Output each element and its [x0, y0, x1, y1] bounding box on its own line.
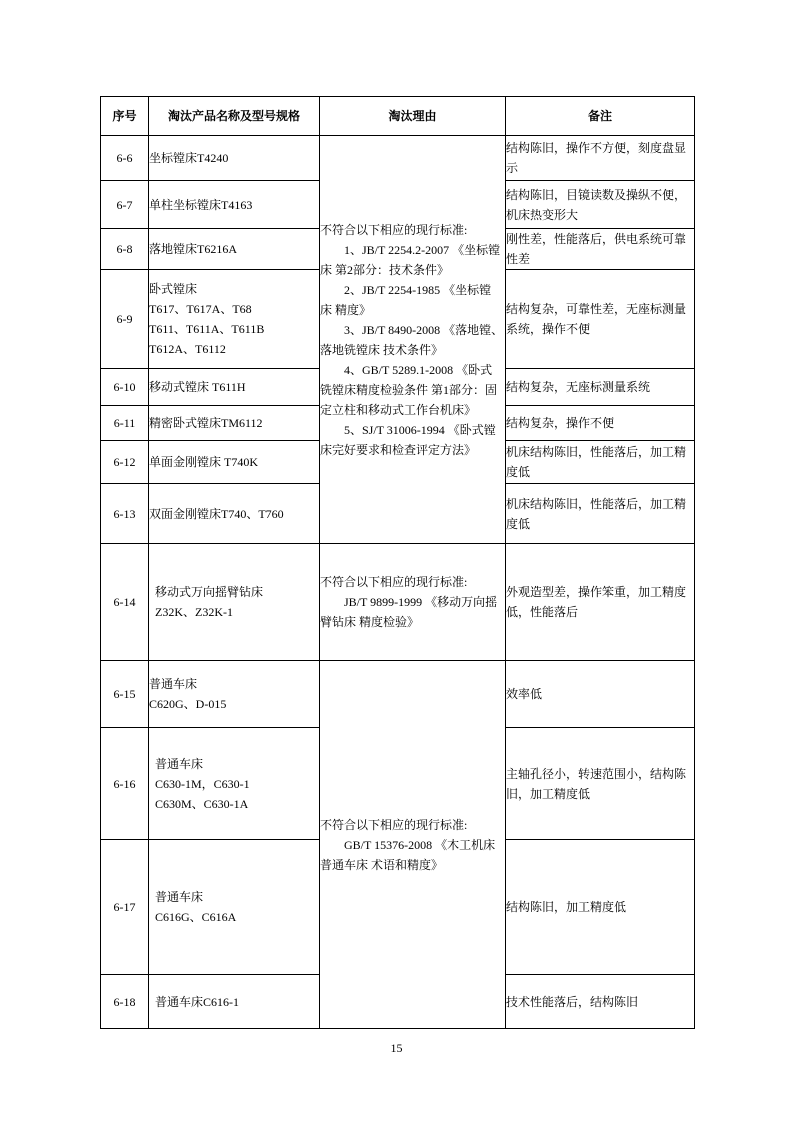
- remark-text: 结构陈旧，加工精度低: [506, 840, 695, 975]
- product-name-line: 普通车床: [155, 890, 204, 904]
- reason-group-boring: [320, 136, 506, 544]
- row-number: 6-9: [101, 270, 149, 369]
- product-name-line: Z32K、Z32K-1: [155, 605, 233, 619]
- product-name-line: 卧式镗床: [149, 282, 198, 296]
- reason-line: 不符合以下相应的现行标准:: [320, 575, 468, 589]
- product-name-line: C630M、C630-1A: [155, 796, 249, 811]
- reason-line: 不符合以下相应的现行标准:: [320, 817, 468, 832]
- table-row: [101, 544, 695, 661]
- product-name: [149, 544, 320, 661]
- row-number: 6-14: [101, 544, 149, 661]
- remark-text: 机床结构陈旧，性能落后，加工精度低: [506, 441, 695, 484]
- header-product-name: 淘汰产品名称及型号规格: [149, 97, 320, 136]
- row-number: 6-17: [101, 840, 149, 975]
- product-name: [149, 661, 320, 728]
- reason-line: 臂钻床 精度检验》: [320, 615, 420, 629]
- product-name-line: 普通车床C616-1: [155, 994, 240, 1009]
- reason-line: 定立柱和移动式工作台机床》: [320, 402, 477, 417]
- product-name: [149, 484, 320, 544]
- page-number: 15: [390, 1041, 403, 1055]
- reason-line: 落地铣镗床 技术条件》: [320, 342, 444, 357]
- row-number: 6-15: [101, 661, 149, 728]
- product-name-line: 坐标镗床T4240: [149, 151, 229, 165]
- remark-text: 机床结构陈旧，性能落后，加工精度低: [506, 484, 695, 544]
- row-number: 6-13: [101, 484, 149, 544]
- row-number: 6-11: [101, 406, 149, 441]
- product-name-line: 精密卧式镗床TM6112: [149, 416, 263, 430]
- row-number: 6-8: [101, 229, 149, 270]
- remark-text: 技术性能落后，结构陈旧: [506, 975, 695, 1029]
- product-name-line: C630-1M，C630-1: [155, 776, 250, 791]
- product-name-line: C616G、C616A: [155, 910, 237, 924]
- reason-line: 5、SJ/T 31006-1994 《卧式镗: [344, 422, 496, 437]
- header-remarks: 备注: [506, 97, 695, 136]
- remark-text: 结构复杂，操作不便: [506, 406, 695, 441]
- reason-line: 4、GB/T 5289.1-2008 《卧式: [344, 362, 493, 377]
- row-number: 6-18: [101, 975, 149, 1029]
- product-name-line: 单柱坐标镗床T4163: [149, 197, 253, 212]
- reason-group-drill: [320, 544, 506, 661]
- elimination-table: [100, 96, 695, 1029]
- product-name-line: 普通车床: [149, 677, 198, 691]
- remark-text: 结构陈旧，操作不方便，刻度盘显示: [506, 136, 695, 181]
- product-name: [149, 975, 320, 1029]
- product-name-line: T611、T611A、T611B: [149, 322, 265, 336]
- reason-line: 床 第2部分：技术条件》: [320, 262, 450, 277]
- product-name-line: 单面金刚镗床 T740K: [149, 455, 258, 469]
- reason-line: 普通车床 术语和精度》: [320, 857, 444, 872]
- product-name-line: 普通车床: [155, 756, 204, 771]
- reason-line: 2、JB/T 2254-1985 《坐标镗: [344, 282, 492, 297]
- product-name: [149, 270, 320, 369]
- reason-line: JB/T 9899-1999 《移动万向摇: [344, 595, 498, 609]
- remark-text: 结构陈旧，目镜读数及操纵不便，机床热变形大: [506, 181, 695, 229]
- row-number: 6-6: [101, 136, 149, 181]
- remark-text: 刚性差，性能落后，供电系统可靠性差: [506, 229, 695, 270]
- reason-line: 3、JB/T 8490-2008 《落地镗、: [344, 322, 504, 337]
- reason-line: 铣镗床精度检验条件 第1部分：固: [320, 382, 498, 397]
- remark-text: 结构复杂，可靠性差，无座标测量系统，操作不便: [506, 270, 695, 369]
- remark-text: 结构复杂，无座标测量系统: [506, 369, 695, 406]
- product-name: [149, 406, 320, 441]
- product-name-line: 双面金刚镗床T740、T760: [149, 506, 284, 521]
- product-name: [149, 728, 320, 840]
- product-name-line: 落地镗床T6216A: [149, 242, 237, 256]
- product-name-line: 移动式镗床 T611H: [149, 380, 246, 394]
- remark-text: 主轴孔径小，转速范围小，结构陈旧，加工精度低: [506, 728, 695, 840]
- product-name: [149, 181, 320, 229]
- row-number: 6-10: [101, 369, 149, 406]
- reason-group-lathe: [320, 661, 506, 1029]
- product-name: [149, 229, 320, 270]
- reason-line: 1、JB/T 2254.2-2007 《坐标镗: [344, 242, 501, 257]
- product-name-line: T612A、T6112: [149, 342, 226, 356]
- remark-text: 外观造型差，操作笨重，加工精度低，性能落后: [506, 544, 695, 661]
- product-name: [149, 441, 320, 484]
- reason-line: 床完好要求和检查评定方法》: [320, 442, 477, 457]
- header-reason: 淘汰理由: [320, 97, 506, 136]
- reason-line: 床 精度》: [320, 302, 372, 317]
- product-name-line: C620G、D-015: [149, 697, 227, 711]
- remark-text: 效率低: [506, 661, 695, 728]
- row-number: 6-12: [101, 441, 149, 484]
- table-header-row: [101, 97, 695, 136]
- reason-line: GB/T 15376-2008 《木工机床: [344, 837, 496, 852]
- table-row: [101, 661, 695, 728]
- row-number: 6-16: [101, 728, 149, 840]
- product-name: [149, 136, 320, 181]
- header-serial: 序号: [101, 97, 149, 136]
- product-name: [149, 840, 320, 975]
- table-row: [101, 136, 695, 181]
- product-name-line: 移动式万向摇臂钻床: [155, 585, 264, 599]
- product-name-line: T617、T617A、T68: [149, 302, 252, 316]
- row-number: 6-7: [101, 181, 149, 229]
- reason-line: 不符合以下相应的现行标准:: [320, 222, 468, 237]
- product-name: [149, 369, 320, 406]
